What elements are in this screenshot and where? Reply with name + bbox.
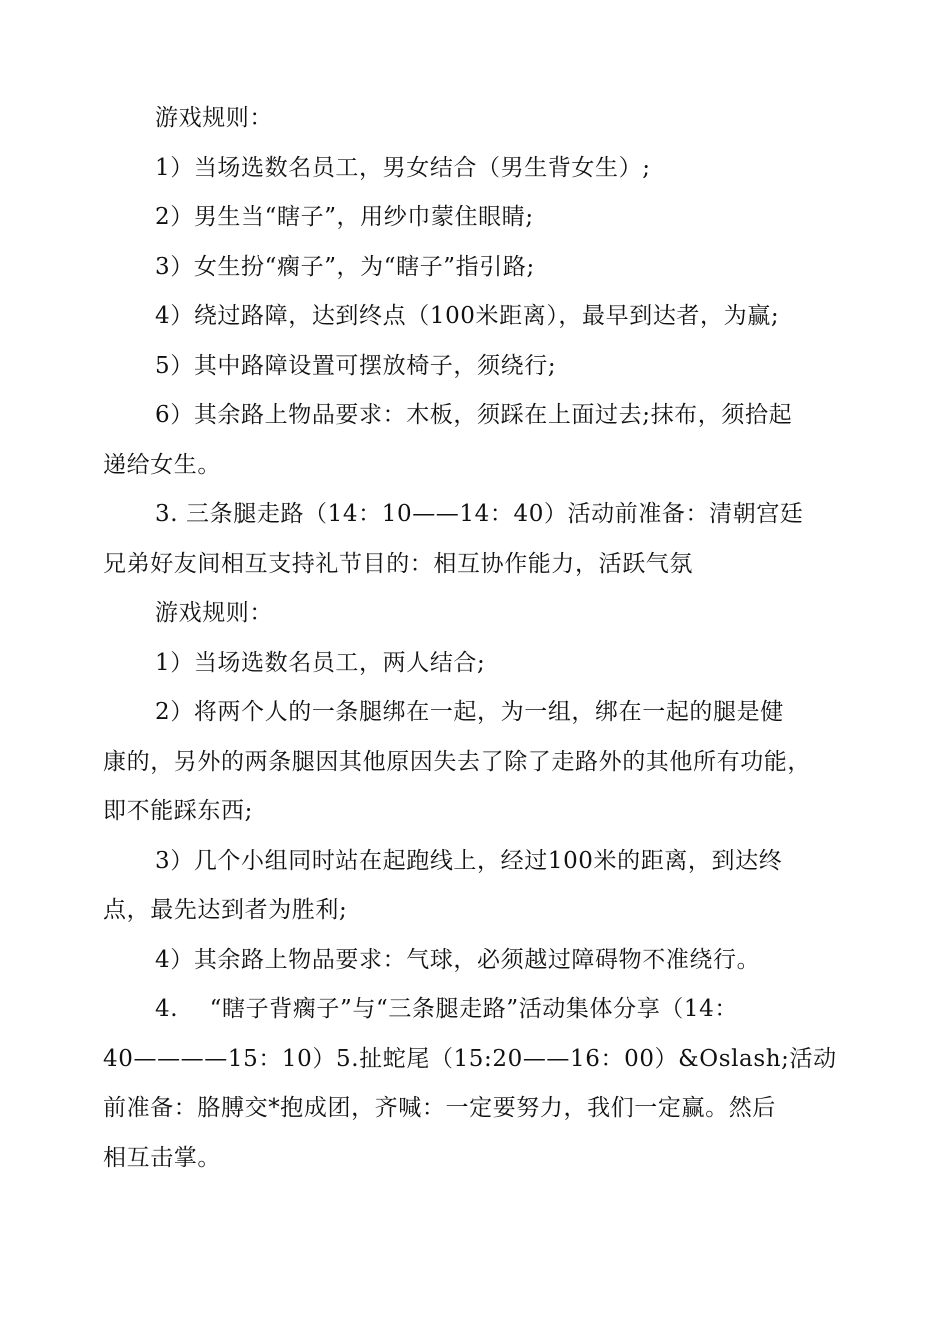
- section-5-prep: 前准备：胳膊交*抱成团，齐喊：一定要努力，我们一定赢。然后: [103, 1095, 776, 1121]
- rule-2-3-cont: 点，最先达到者为胜利;: [103, 897, 348, 923]
- section-4-title: 4. “瞎子背瘸子”与“三条腿走路”活动集体分享（14：: [155, 996, 738, 1022]
- section-3-title: 3. 三条腿走路（14：10——14：40）活动前准备：清朝宫廷: [155, 501, 804, 527]
- rule-1-4: 4）绕过路障，达到终点（100米距离），最早到达者，为赢;: [155, 303, 780, 329]
- section-5-prep-cont: 相互击掌。: [103, 1145, 221, 1171]
- rule-2-1: 1）当场选数名员工，两人结合;: [155, 650, 486, 676]
- section-4-title-cont: 40————15：10）5.扯蛇尾（15:20——16：00）&Oslash;活动: [103, 1046, 837, 1072]
- section-3-title-cont: 兄弟好友间相互支持礼节目的：相互协作能力，活跃气氛: [103, 551, 693, 577]
- rule-2-4: 4）其余路上物品要求：气球，必须越过障碍物不准绕行。: [155, 947, 761, 973]
- rule-1-3: 3）女生扮“瘸子”，为“瞎子”指引路;: [155, 254, 535, 280]
- rule-1-1: 1）当场选数名员工，男女结合（男生背女生）;: [155, 155, 651, 181]
- rule-2-3: 3）几个小组同时站在起跑线上，经过100米的距离，到达终: [155, 848, 783, 874]
- rule-1-6: 6）其余路上物品要求：木板，须踩在上面过去;抹布，须拾起: [155, 402, 793, 428]
- rule-1-2: 2）男生当“瞎子”，用纱巾蒙住眼睛;: [155, 204, 534, 230]
- rule-1-5: 5）其中路障设置可摆放椅子，须绕行;: [155, 353, 557, 379]
- rules-heading-2: 游戏规则：: [155, 600, 273, 626]
- rule-2-2: 2）将两个人的一条腿绑在一起，为一组，绑在一起的腿是健: [155, 699, 784, 725]
- rule-2-2-cont-1: 康的，另外的两条腿因其他原因失去了除了走路外的其他所有功能，: [103, 749, 811, 775]
- rule-1-6-cont: 递给女生。: [103, 452, 221, 478]
- rules-heading-1: 游戏规则：: [155, 105, 273, 131]
- rule-2-2-cont-2: 即不能踩东西;: [103, 798, 253, 824]
